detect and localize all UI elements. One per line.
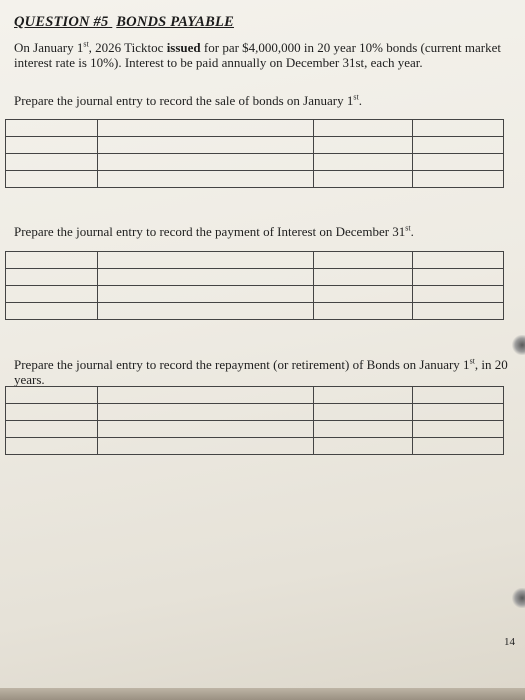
date-cell[interactable] [6, 252, 98, 269]
debit-cell[interactable] [314, 286, 413, 303]
issued-emphasis: issued [166, 40, 201, 55]
date-cell[interactable] [6, 120, 98, 137]
page-number: 14 [504, 636, 515, 648]
debit-cell[interactable] [314, 252, 413, 269]
date-cell[interactable] [6, 438, 98, 455]
account-cell[interactable] [98, 303, 314, 320]
question-topic: BONDS PAYABLE [116, 14, 234, 30]
date-cell[interactable] [6, 171, 98, 188]
table-row [6, 252, 504, 269]
table-row [6, 438, 504, 455]
table-row [6, 303, 504, 320]
prompt-sale-of-bonds: Prepare the journal entry to record the sale of bonds on January 1st. [14, 92, 362, 108]
date-cell[interactable] [6, 269, 98, 286]
journal-table-sale [5, 119, 504, 188]
date-cell[interactable] [6, 137, 98, 154]
credit-cell[interactable] [413, 303, 504, 320]
debit-cell[interactable] [314, 404, 413, 421]
credit-cell[interactable] [413, 252, 504, 269]
table-row [6, 154, 504, 171]
account-cell[interactable] [98, 404, 314, 421]
debit-cell[interactable] [314, 438, 413, 455]
account-cell[interactable] [98, 154, 314, 171]
debit-cell[interactable] [314, 387, 413, 404]
account-cell[interactable] [98, 137, 314, 154]
debit-cell[interactable] [314, 421, 413, 438]
table-row [6, 269, 504, 286]
credit-cell[interactable] [413, 120, 504, 137]
credit-cell[interactable] [413, 421, 504, 438]
credit-cell[interactable] [413, 438, 504, 455]
debit-cell[interactable] [314, 154, 413, 171]
debit-cell[interactable] [314, 269, 413, 286]
journal-table-retirement [5, 386, 504, 455]
debit-cell[interactable] [314, 120, 413, 137]
page-edge-shadow [0, 688, 525, 700]
question-title [14, 14, 234, 31]
date-cell[interactable] [6, 404, 98, 421]
table-row [6, 120, 504, 137]
table-row [6, 387, 504, 404]
account-cell[interactable] [98, 252, 314, 269]
binder-clip-icon [511, 588, 525, 608]
table-row [6, 421, 504, 438]
date-cell[interactable] [6, 303, 98, 320]
debit-cell[interactable] [314, 171, 413, 188]
account-cell[interactable] [98, 438, 314, 455]
credit-cell[interactable] [413, 171, 504, 188]
date-cell[interactable] [6, 387, 98, 404]
credit-cell[interactable] [413, 154, 504, 171]
table-row [6, 404, 504, 421]
date-cell[interactable] [6, 154, 98, 171]
credit-cell[interactable] [413, 286, 504, 303]
account-cell[interactable] [98, 171, 314, 188]
table-row [6, 171, 504, 188]
date-cell[interactable] [6, 421, 98, 438]
credit-cell[interactable] [413, 404, 504, 421]
account-cell[interactable] [98, 269, 314, 286]
journal-table-interest [5, 251, 504, 320]
table-row [6, 286, 504, 303]
problem-statement: On January 1st, 2026 Ticktoc issued for par $4,000,000 in 20 year 10% bonds (current market interest rate is 10%). Interest to be paid annually on December 31st, each year. [14, 39, 502, 70]
table-row [6, 137, 504, 154]
account-cell[interactable] [98, 286, 314, 303]
account-cell[interactable] [98, 421, 314, 438]
credit-cell[interactable] [413, 387, 504, 404]
date-cell[interactable] [6, 286, 98, 303]
question-number: QUESTION #5 [14, 14, 109, 30]
prompt-interest-payment: Prepare the journal entry to record the payment of Interest on December 31st. [14, 223, 414, 239]
debit-cell[interactable] [314, 137, 413, 154]
credit-cell[interactable] [413, 137, 504, 154]
debit-cell[interactable] [314, 303, 413, 320]
binder-clip-icon [511, 335, 525, 355]
account-cell[interactable] [98, 120, 314, 137]
prompt-bond-retirement: Prepare the journal entry to record the repayment (or retirement) of Bonds on January 1st, in 20 years. [14, 356, 508, 387]
credit-cell[interactable] [413, 269, 504, 286]
account-cell[interactable] [98, 387, 314, 404]
